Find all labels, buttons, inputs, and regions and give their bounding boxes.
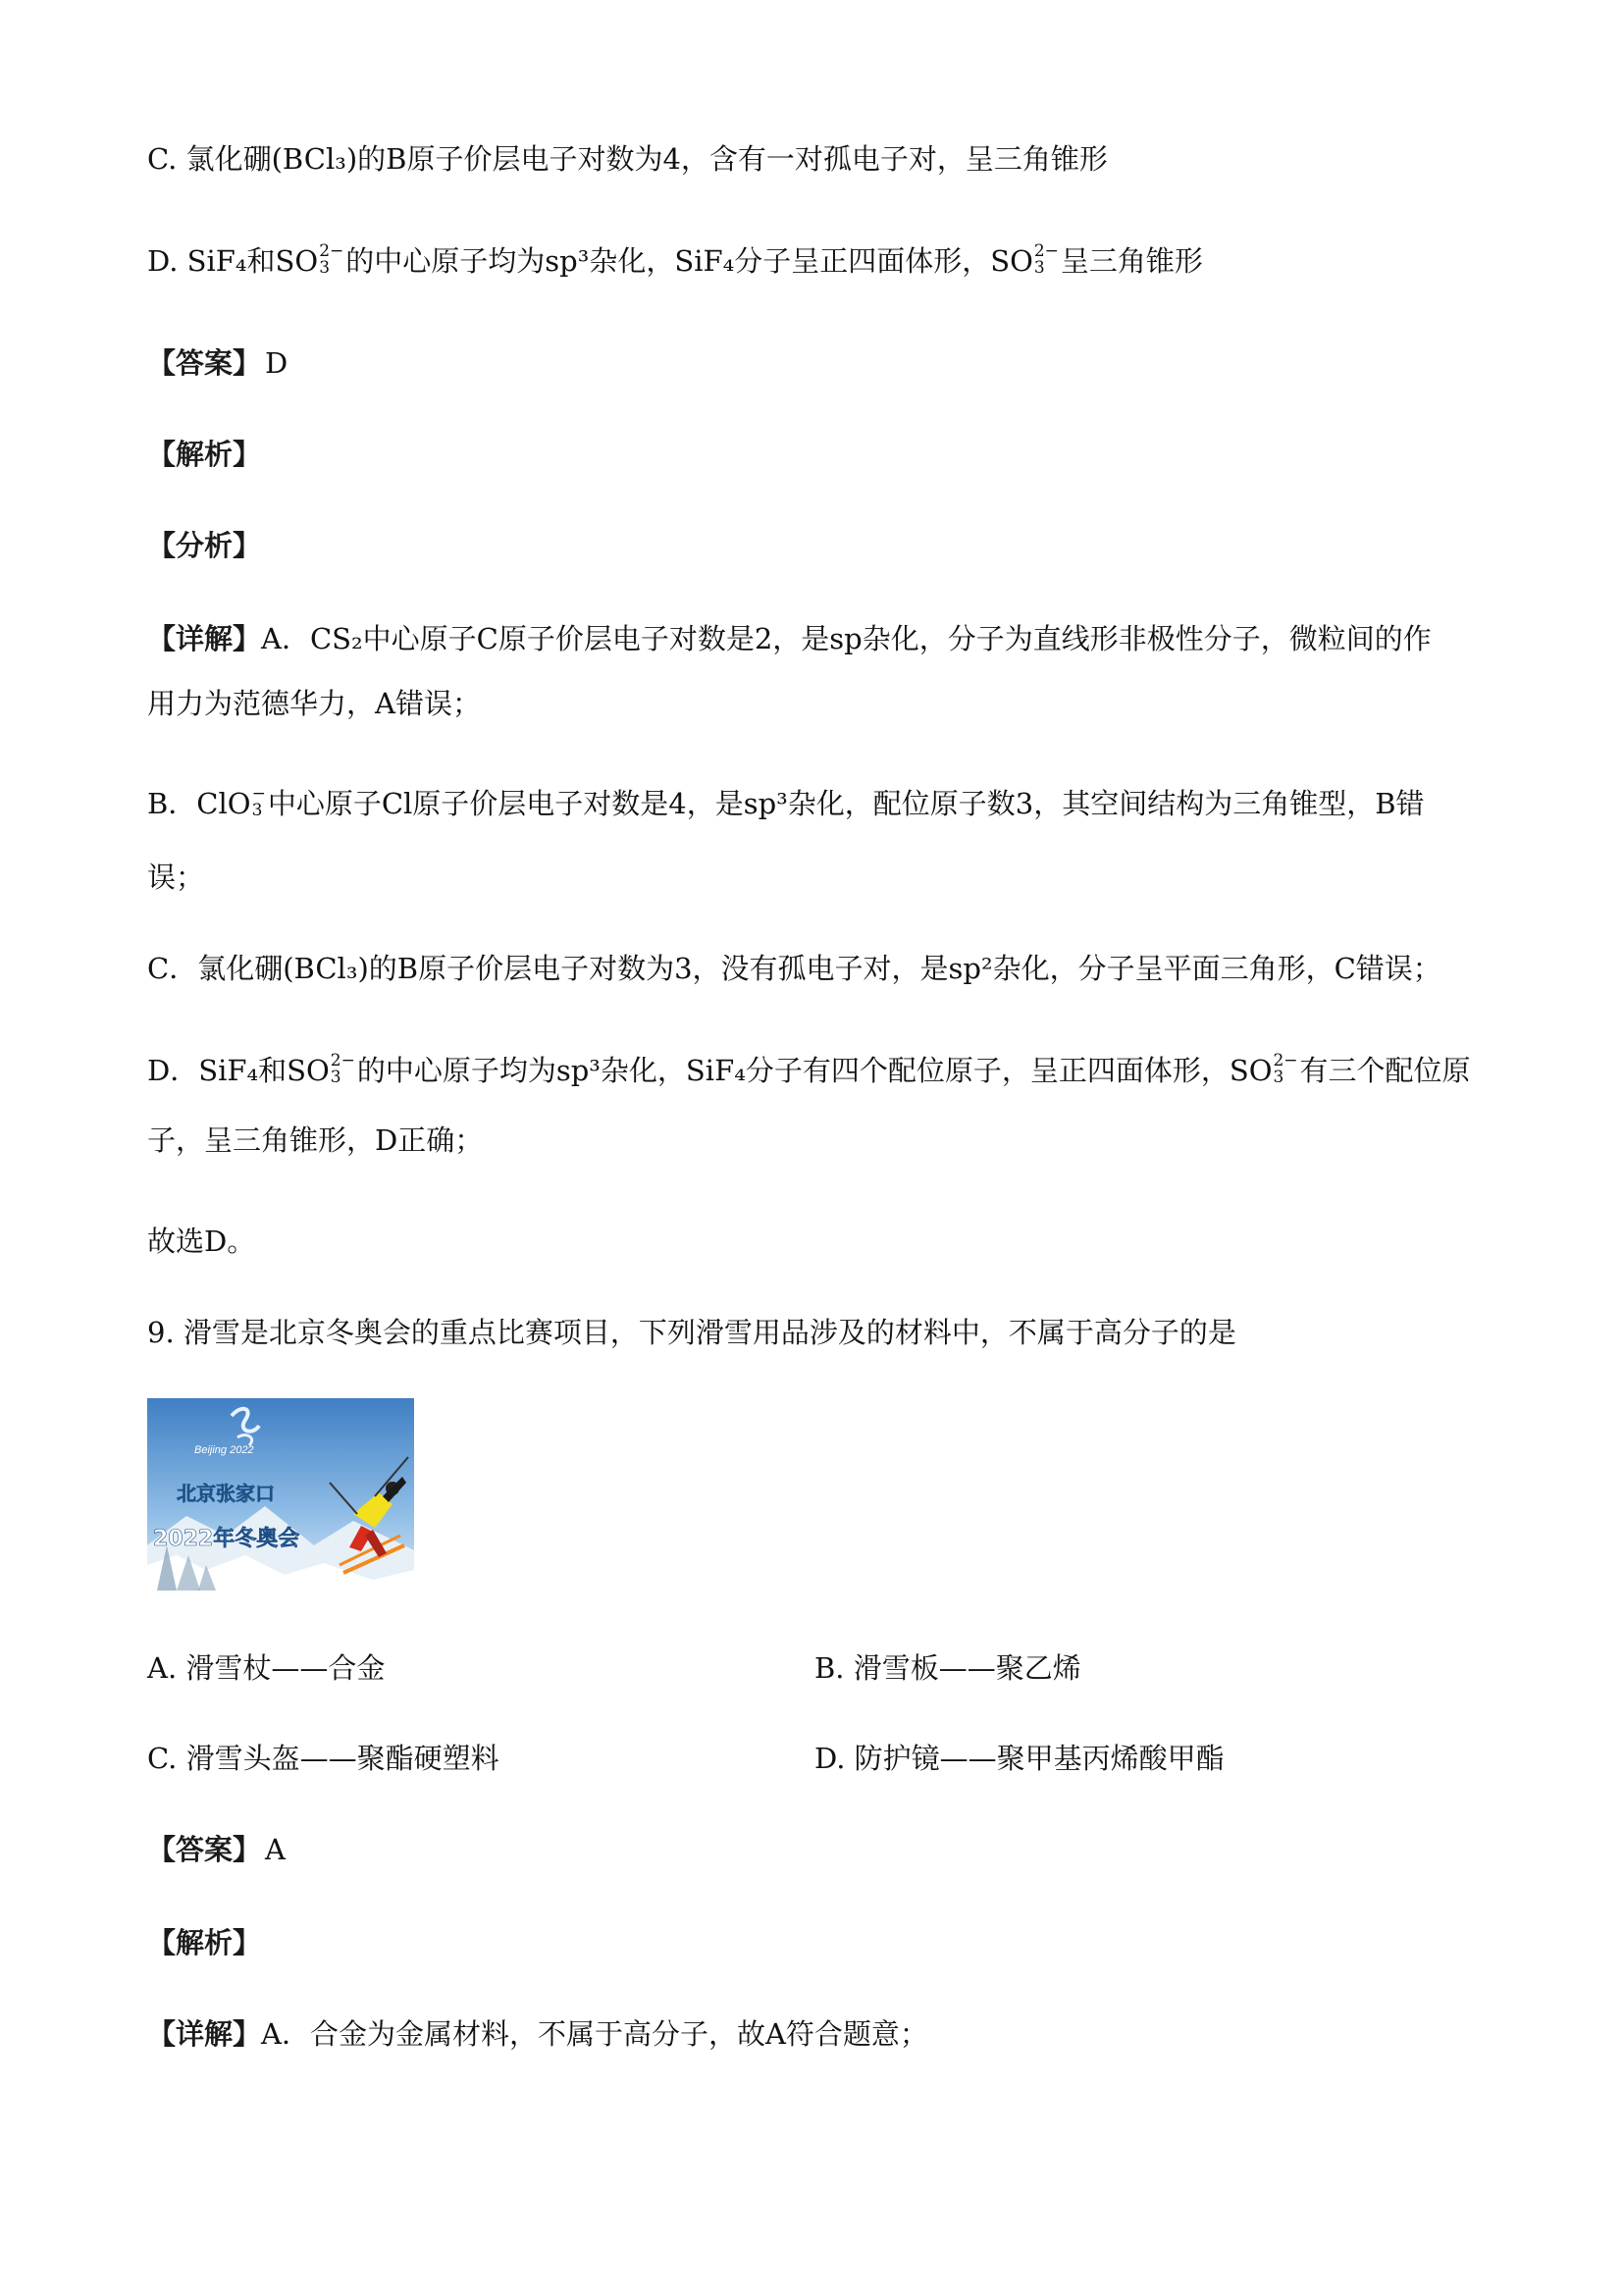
- detail-a-text1: A．CS₂中心原子C原子价层电子对数是2，是sp杂化，分子为直线形非极性分子，微粒间的作: [261, 622, 1432, 655]
- detail-b-part1: B．ClO: [147, 787, 251, 820]
- ion-charge: 2−: [1273, 1051, 1298, 1070]
- banner-text-line2: 2022年冬奥会: [153, 1527, 300, 1551]
- options-row-1: [147, 1648, 1482, 1688]
- choose-line: [147, 1222, 255, 1261]
- option-d-part2: 的中心原子均为sp³杂化，SiF₄分子呈正四面体形，SO: [345, 244, 1033, 278]
- q9-detail-text: A．合金为金属材料，不属于高分子，故A符合题意；: [261, 2017, 928, 2051]
- so3-ion-script: [331, 1053, 355, 1086]
- ion-sub: 3: [1033, 258, 1045, 278]
- detail-d-part2: 的中心原子均为sp³杂化，SiF₄分子有四个配位原子，呈正四面体形，SO: [356, 1054, 1273, 1087]
- beijing-logo-text: Beijing 2022: [194, 1444, 254, 1456]
- analysis-tag: 【解析】: [147, 438, 262, 471]
- ion-charge: 2−: [1033, 241, 1059, 261]
- q9-answer-tag: 【答案】: [147, 1833, 262, 1866]
- choose-text: 故选D。: [147, 1225, 256, 1258]
- option-d-part3: 呈三角锥形: [1060, 244, 1203, 278]
- olympics-ski-image: [147, 1398, 414, 1591]
- fenxi-tag: 【分析】: [147, 529, 262, 562]
- detail-d-line1: [147, 1051, 1471, 1090]
- q9-detail-tag: 【详解】: [147, 2017, 262, 2051]
- detail-a-text2: 用力为范德华力，A错误；: [147, 687, 481, 720]
- detail-d-text2: 子，呈三角锥形，D正确；: [147, 1123, 484, 1157]
- option-d: D. 防护镜——聚甲基丙烯酸甲酯: [814, 1742, 1225, 1775]
- answer-line: [147, 343, 288, 383]
- ion-charge: 2−: [319, 241, 344, 261]
- detail-a-line1: [147, 619, 1432, 658]
- ion-sub: 3: [319, 258, 331, 278]
- so3-ion-script: [1273, 1053, 1297, 1086]
- ion-charge: 2−: [330, 1051, 355, 1070]
- option-d-text: [147, 241, 1203, 281]
- detail-b-line2: [147, 858, 204, 897]
- q9-answer-line: [147, 1830, 286, 1869]
- detail-b-part2: 中心原子Cl原子价层电子对数是4，是sp³杂化，配位原子数3，其空间结构为三角锥型，B错: [267, 787, 1425, 820]
- question-9: [147, 1313, 1236, 1352]
- banner-text-line1: 北京张家口: [177, 1482, 275, 1505]
- detail-tag: 【详解】: [147, 622, 262, 655]
- analysis-heading: [147, 435, 261, 474]
- options-row-2: [147, 1739, 1482, 1778]
- detail-d-part3: 有三个配位原: [1299, 1054, 1471, 1087]
- ion-charge: −: [251, 784, 266, 804]
- detail-a-line2: [147, 684, 481, 723]
- question-9-text: 9. 滑雪是北京冬奥会的重点比赛项目，下列滑雪用品涉及的材料中，不属于高分子的是: [147, 1316, 1236, 1349]
- ion-sub: 3: [251, 801, 263, 820]
- option-c-label: C. 氯化硼(BCl₃)的B原子价层电子对数为4，含有一对孤电子对，呈三角锥形: [147, 142, 1108, 176]
- so3-ion-script: [319, 243, 343, 277]
- option-a: A. 滑雪杖——合金: [147, 1651, 386, 1685]
- detail-b-text2: 误；: [147, 861, 205, 894]
- answer-value: D: [265, 346, 288, 380]
- detail-c-text: C．氯化硼(BCl₃)的B原子价层电子对数为3，没有孤电子对，是sp²杂化，分子呈平面三角形，C错误；: [147, 952, 1441, 985]
- q9-detail-line: [147, 2014, 928, 2054]
- option-c-text: [147, 139, 1108, 179]
- q9-answer-value: A: [265, 1833, 286, 1866]
- option-d-part1: D. SiF₄和SO: [147, 244, 319, 278]
- detail-d-part1: D．SiF₄和SO: [147, 1054, 330, 1087]
- answer-tag: 【答案】: [147, 346, 262, 380]
- ion-sub: 3: [330, 1068, 341, 1087]
- q9-analysis-heading: [147, 1923, 261, 1962]
- so3-ion-script: [1034, 243, 1059, 277]
- detail-b-line1: [147, 784, 1425, 823]
- clo3-ion-script: [252, 786, 266, 819]
- option-b: B. 滑雪板——聚乙烯: [814, 1651, 1081, 1685]
- option-c: C. 滑雪头盔——聚酯硬塑料: [147, 1742, 499, 1775]
- q9-analysis-tag: 【解析】: [147, 1926, 262, 1959]
- fenxi-heading: [147, 526, 261, 565]
- ion-sub: 3: [1273, 1068, 1284, 1087]
- detail-d-line2: [147, 1121, 483, 1160]
- detail-c-line: [147, 949, 1441, 988]
- ski-jumper-illustration: [147, 1398, 414, 1591]
